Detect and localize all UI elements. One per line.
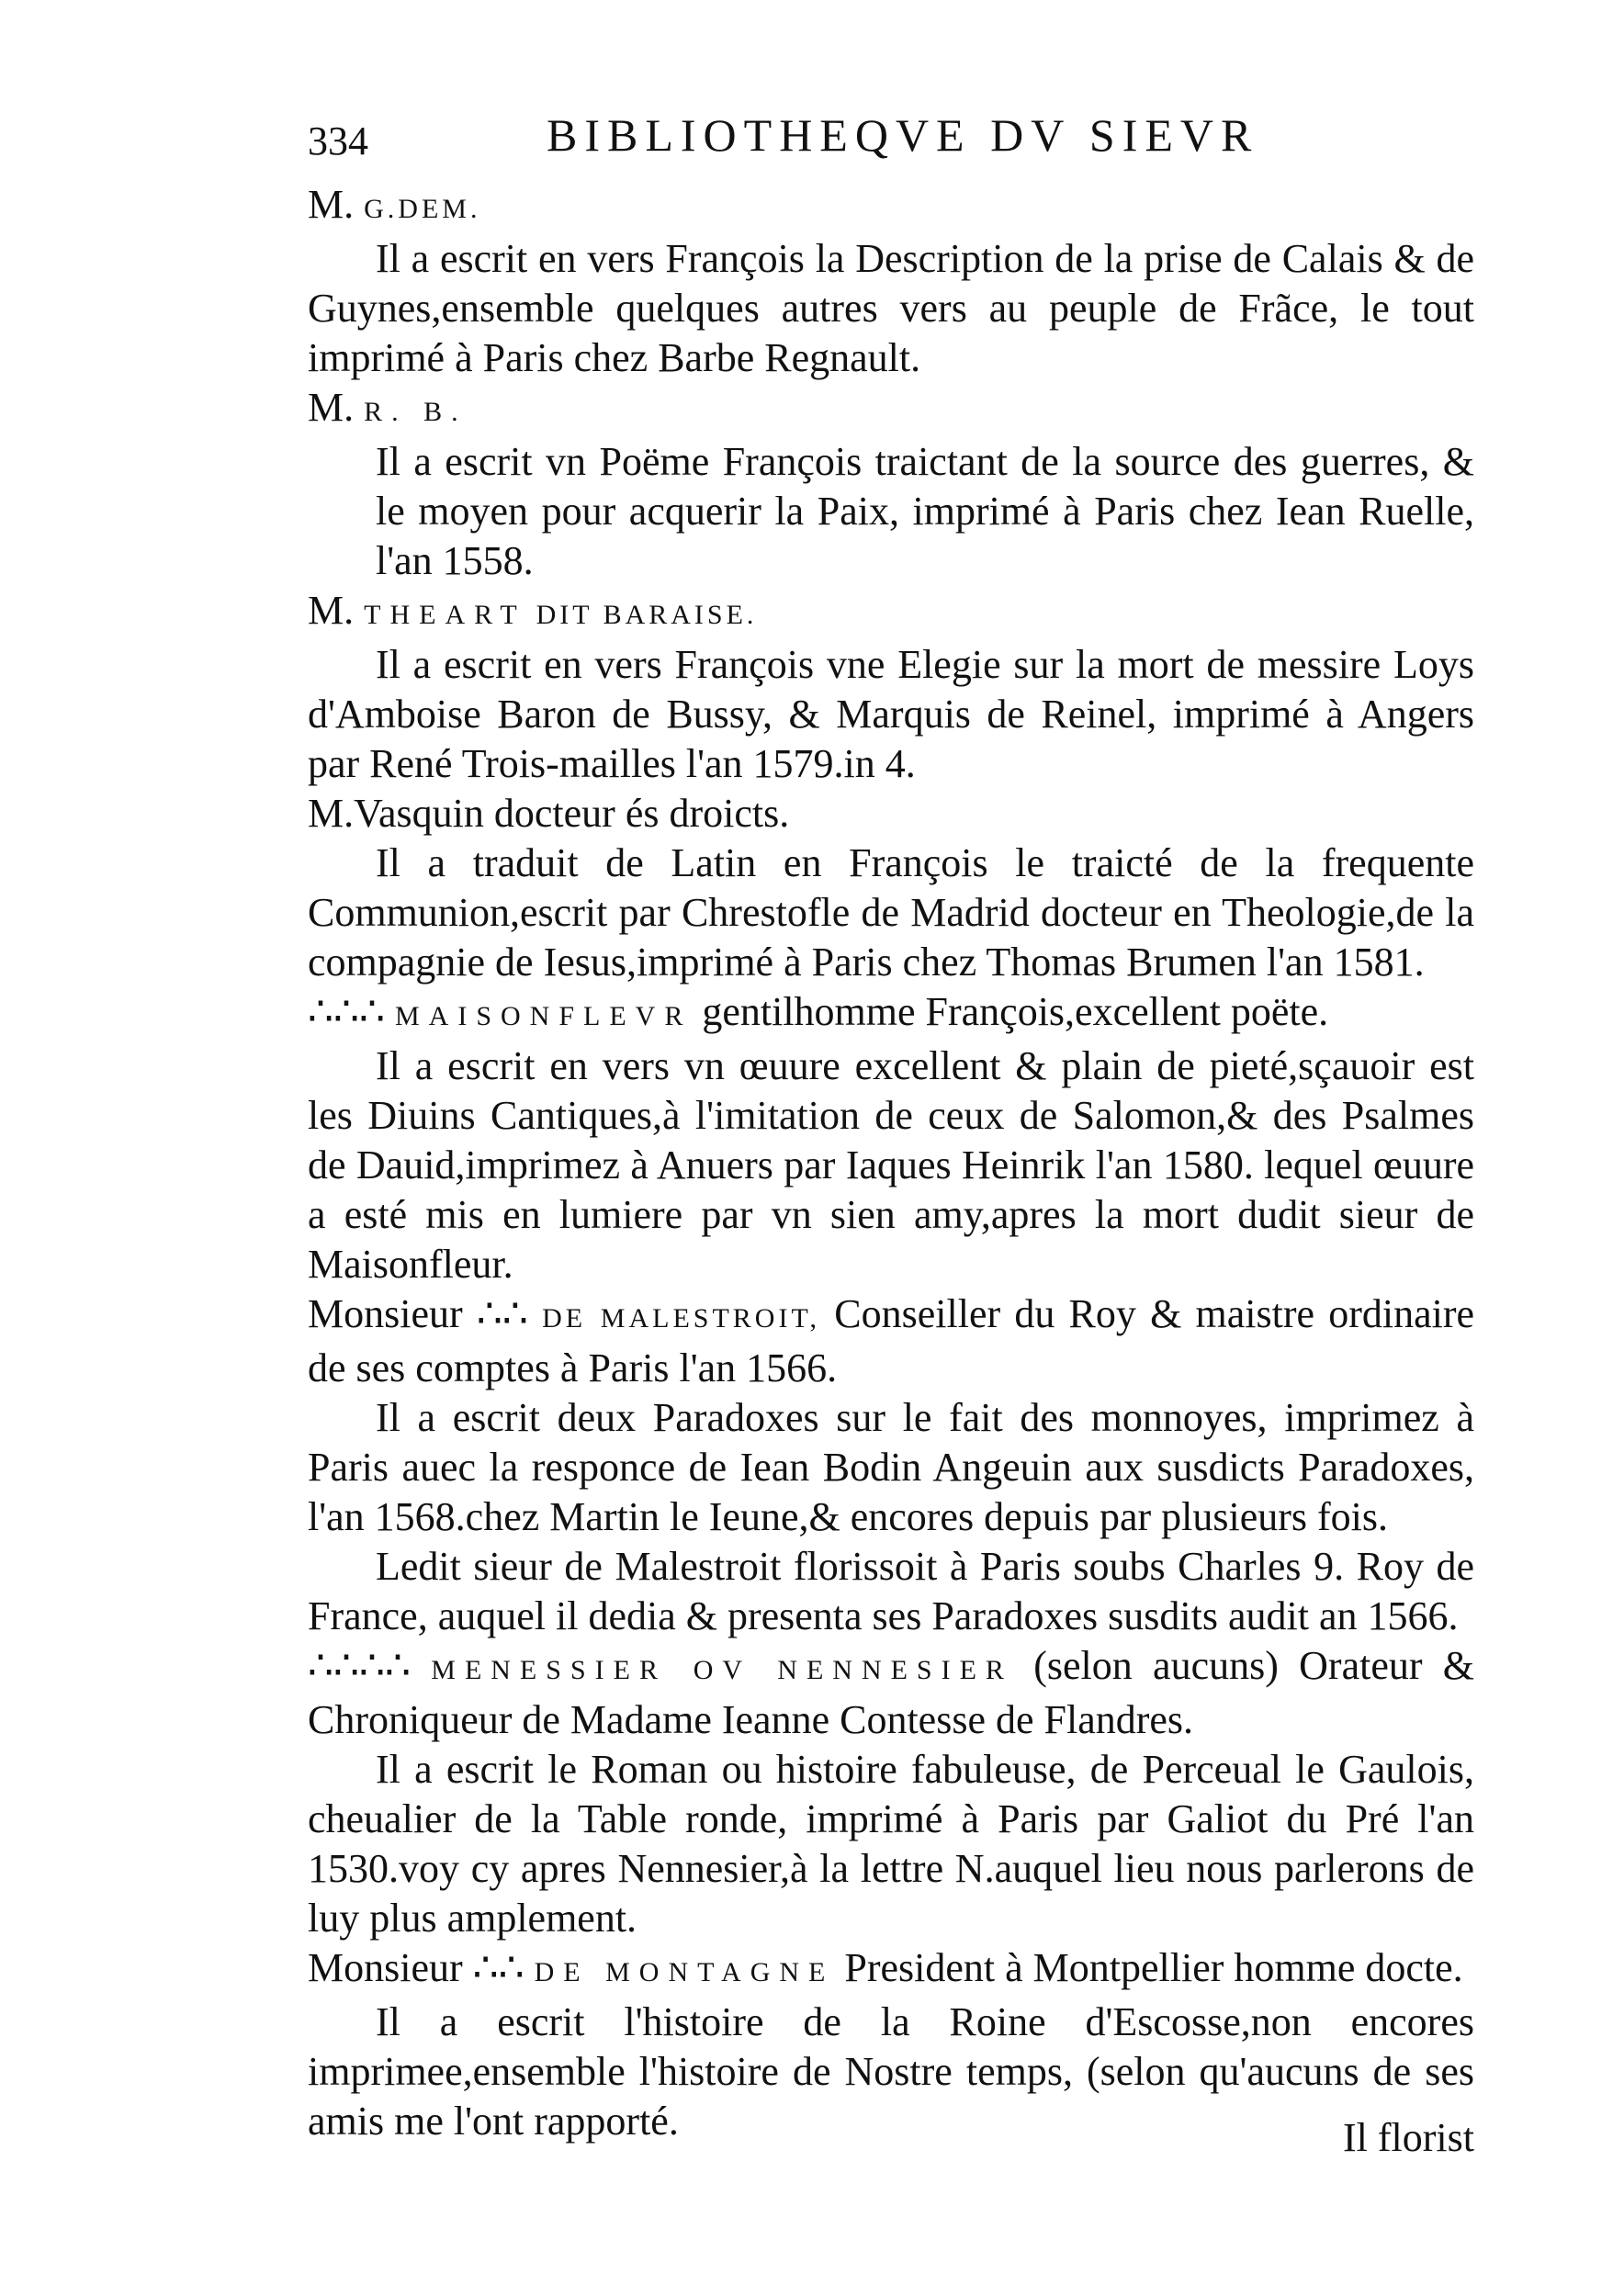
author-name: MAISONFLEVR: [394, 1001, 693, 1031]
author-note: Conseiller du Roy & maistre ordinaire de ses comptes à Paris l'an 1566.: [308, 1291, 1475, 1390]
entry-paragraph: Il a escrit vn Poëme François traictant de la source des guerres, & le moyen pour acquerir la Paix, imprimé à Paris chez Iean Ruelle, l'an 1558.: [376, 439, 1474, 583]
entry-heading: [308, 586, 1474, 640]
author-name: R. B.: [364, 397, 468, 427]
heading-prefix: M.: [308, 588, 355, 633]
heading-prefix: Monsieur ∴∴: [308, 1291, 528, 1336]
entry-heading: [308, 180, 1474, 234]
entry-heading: [308, 1641, 1474, 1745]
author-note: (selon aucuns) Orateur & Chroniqueur de Madame Ieanne Contesse de Flandres.: [308, 1643, 1475, 1742]
author-note: gentilhomme François,excellent poëte.: [702, 989, 1329, 1034]
entry-heading: [308, 383, 1474, 437]
heading-prefix: M.: [308, 182, 355, 227]
entry-paragraph: Il a escrit l'histoire de la Roine d'Escosse,non encores imprimee,ensemble l'histoire de Nostre temps, (selon qu'aucuns de ses amis me l'ont rapporté.: [308, 1999, 1474, 2144]
author-name: DE MALESTROIT,: [542, 1303, 821, 1334]
entry-heading: [308, 987, 1474, 1041]
author-name: G.DEM.: [364, 194, 481, 224]
heading-prefix: Monsieur ∴∴: [308, 1945, 524, 1990]
entry-heading: [308, 1943, 1474, 1998]
entry-paragraph: Il a escrit le Roman ou histoire fabuleuse, de Perceual le Gaulois, cheualier de la Table ronde, imprimé à Paris par Galiot du Pré l'an 1530.voy cy apres Nennesier,à la lettre N.auquel lieu nous parlerons de luy plus amplement.: [308, 1747, 1474, 1941]
running-title: BIBLIOTHEQVE DV SIEVR: [547, 109, 1259, 161]
text-block: [308, 180, 1474, 2146]
author-note: President à Montpellier homme docte.: [844, 1945, 1463, 1990]
running-head: [308, 108, 1474, 182]
author-note: DIT BARAISE.: [536, 600, 758, 630]
entry-paragraph: Il a escrit en vers François vne Elegie sur la mort de messire Loys d'Amboise Baron de Bussy, & Marquis de Reinel, imprimé à Angers par René Trois-mailles l'an 1579.in 4.: [308, 642, 1474, 786]
entry-heading: [308, 789, 1474, 838]
heading-prefix: ∴∴∴: [308, 989, 385, 1034]
entry-paragraph: Ledit sieur de Malestroit florissoit à Paris soubs Charles 9. Roy de France, auquel il dedia & presenta ses Paradoxes susdits audit an 1566.: [308, 1544, 1474, 1638]
page-number: 334: [308, 118, 368, 163]
author-name: DE MONTAGNE: [534, 1957, 835, 1987]
heading-prefix: M.: [308, 385, 355, 430]
entry-paragraph: Il a escrit en vers François la Description de la prise de Calais & de Guynes,ensemble quelques autres vers au peuple de Frãce, le tout imprimé à Paris chez Barbe Regnault.: [308, 236, 1474, 380]
heading-prefix: M.Vasquin docteur és droicts.: [308, 791, 790, 836]
author-name: MENESSIER OV NENNESIER: [431, 1655, 1013, 1685]
entry-paragraph: Il a escrit deux Paradoxes sur le fait des monnoyes, imprimez à Paris auec la responce de Iean Bodin Angeuin aux susdicts Paradoxes, l'an 1568.chez Martin le Ieune,& encores depuis par plusieurs fois.: [308, 1395, 1474, 1539]
author-name: THEART: [364, 600, 526, 630]
catchword: Il florist: [1343, 2115, 1474, 2160]
entry-paragraph: Il a traduit de Latin en François le traicté de la frequente Communion,escrit par Chrestofle de Madrid docteur en Theologie,de la compagnie de Iesus,imprimé à Paris chez Thomas Brumen l'an 1581.: [308, 840, 1474, 985]
entry-heading: [308, 1289, 1474, 1393]
heading-prefix: ∴∴∴∴: [308, 1643, 411, 1688]
entry-paragraph: Il a escrit en vers vn œuure excellent & plain de pieté,sçauoir est les Diuins Cantiques,à l'imitation de ceux de Salomon,& des Psalmes de Dauid,imprimez à Anuers par Iaques Heinrik l'an 1580. lequel œuure a esté mis en lumiere par vn sien amy,apres la mort dudit sieur de Maisonfleur.: [308, 1043, 1474, 1287]
